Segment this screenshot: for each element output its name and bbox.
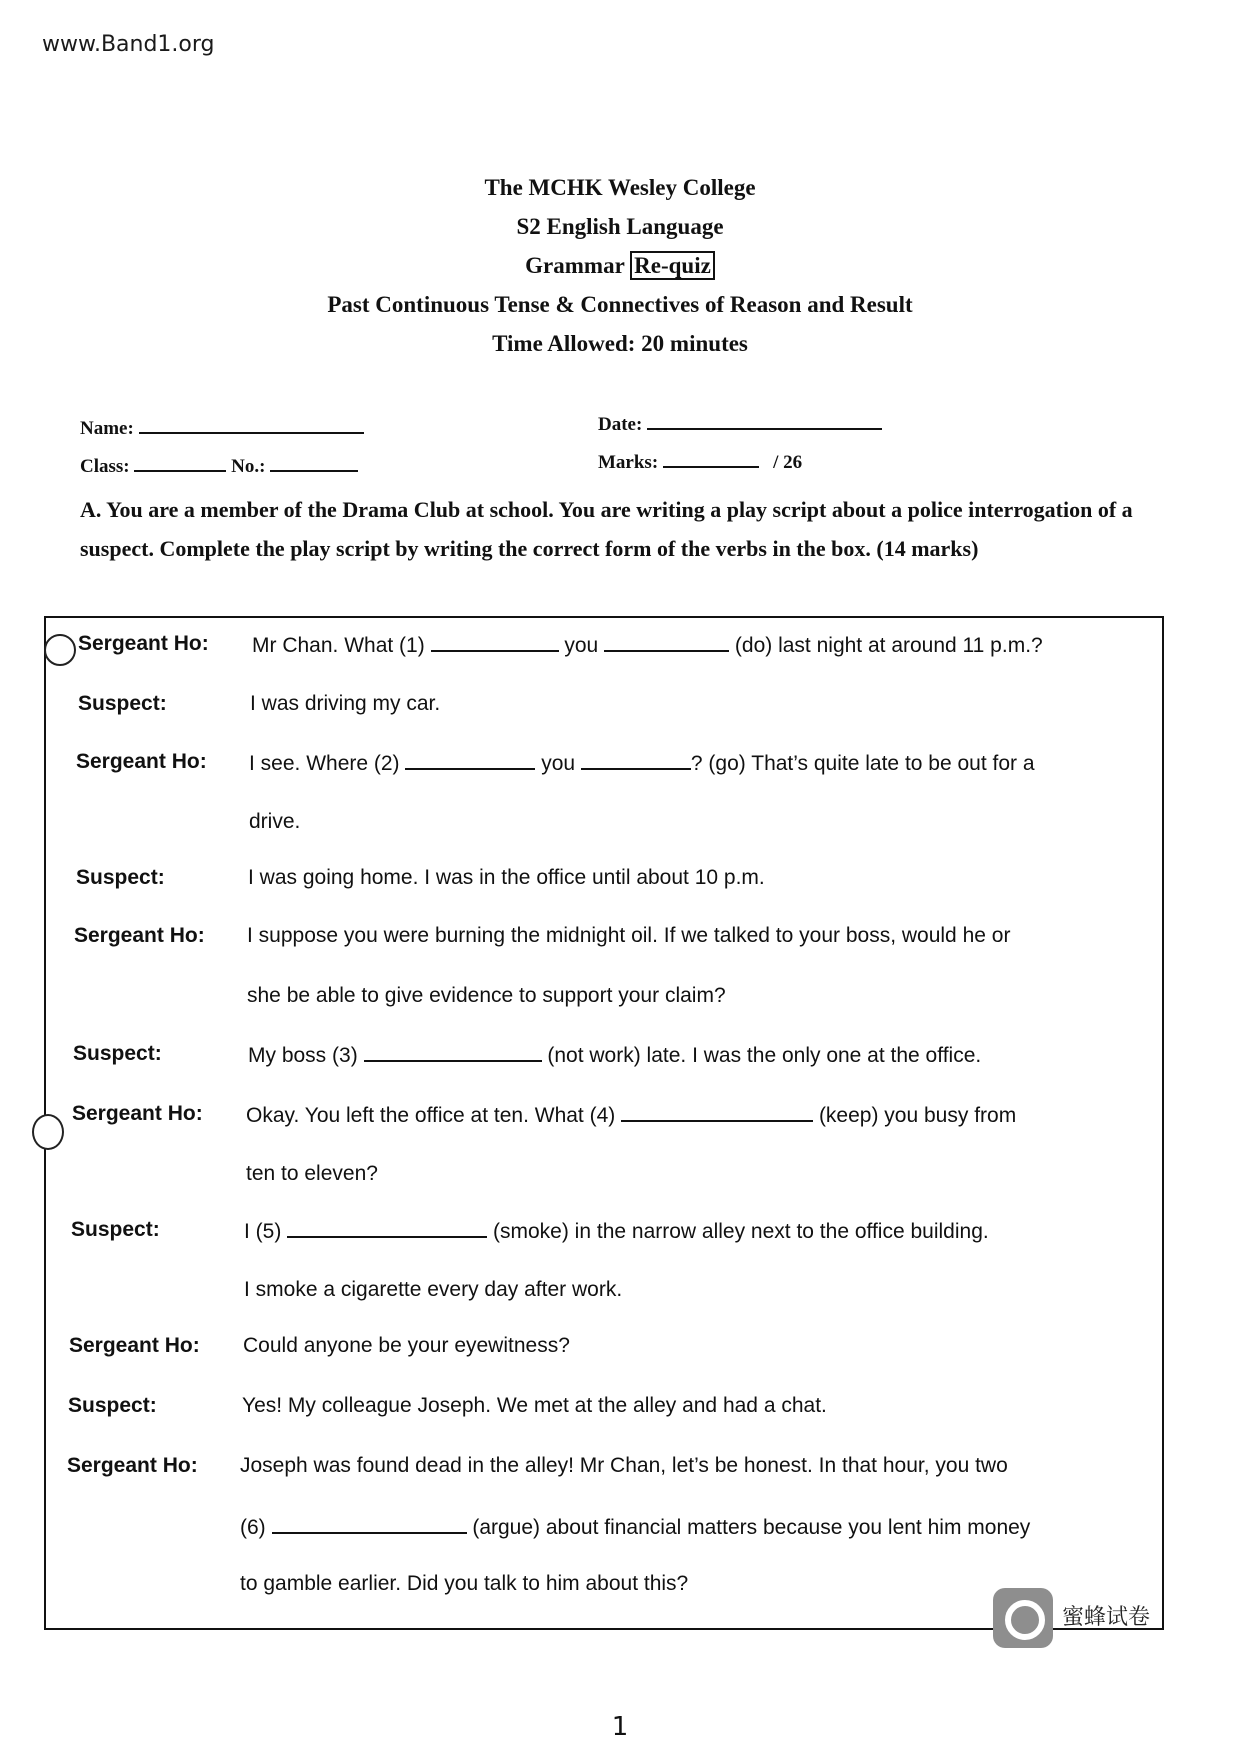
dialogue-line-continued (246, 1162, 378, 1186)
logo-icon (993, 1588, 1053, 1648)
answer-blank[interactable] (272, 1514, 467, 1534)
dialogue-text: I see. Where (2) (249, 752, 406, 775)
dialogue-text: I was going home. I was in the office until about 10 p.m. (248, 866, 765, 889)
dialogue-line (240, 1454, 1008, 1478)
date-label: Date: (598, 414, 643, 435)
dialogue-text: I (5) (244, 1220, 288, 1243)
dialogue-line (249, 750, 1035, 776)
dialogue-text: drive. (249, 810, 301, 833)
dialogue-text: I smoke a cigarette every day after work. (244, 1278, 623, 1301)
dialogue-text: Yes! My colleague Joseph. We met at the alley and had a chat. (242, 1394, 827, 1417)
topic: Past Continuous Tense & Connectives of Reason and Result (327, 292, 913, 317)
speaker-label: Sergeant Ho: (67, 1454, 198, 1477)
speaker-label: Sergeant Ho: (74, 924, 205, 947)
no-label: No.: (231, 456, 266, 477)
dialogue-text: (argue) about financial matters because you lent him money (466, 1516, 1031, 1539)
speaker-label: Sergeant Ho: (76, 750, 207, 773)
name-field[interactable] (80, 414, 364, 440)
dialogue-text: I suppose you were burning the midnight oil. If we talked to your boss, would he or (247, 924, 1011, 947)
answer-blank[interactable] (405, 750, 535, 770)
speaker-label: Sergeant Ho: (78, 632, 209, 655)
name-label: Name: (80, 418, 134, 439)
speaker-label: Suspect: (78, 692, 167, 715)
dialogue-text: she be able to give evidence to support your claim? (247, 984, 726, 1007)
watermark-url: www.Band1.org (42, 32, 215, 57)
dialogue-line (242, 1394, 827, 1418)
marker-circle-icon (44, 634, 76, 666)
marks-blank[interactable] (663, 448, 759, 468)
dialogue-text: you (558, 634, 605, 657)
dialogue-line (244, 1218, 989, 1244)
dialogue-text: you (535, 752, 581, 775)
dialogue-text: Joseph was found dead in the alley! Mr Chan, let’s be honest. In that hour, you two (240, 1454, 1008, 1477)
dialogue-text: Mr Chan. What (1) (252, 634, 431, 657)
dialogue-text: Okay. You left the office at ten. What (4) (246, 1104, 622, 1127)
answer-blank[interactable] (431, 632, 559, 652)
dialogue-text: (not work) late. I was the only one at the office. (541, 1044, 982, 1067)
speaker-label: Suspect: (76, 866, 165, 889)
dialogue-text: I was driving my car. (250, 692, 441, 715)
speaker-label: Suspect: (68, 1394, 157, 1417)
dialogue-line (250, 692, 440, 716)
class-blank[interactable] (134, 452, 226, 472)
dialogue-line (248, 1042, 981, 1068)
dialogue-text: ? (go) That’s quite late to be out for a (690, 752, 1035, 775)
marks-field[interactable] (598, 448, 802, 474)
section-a-instruction: A. You are a member of the Drama Club at school. You are writing a play script about a police interrogation of a suspect. Complete the play script by writing the correct form of the verbs in the box. (14 marks) (80, 497, 1133, 561)
title-prefix: Grammar (525, 253, 625, 278)
date-field[interactable] (598, 410, 882, 436)
dialogue-text: (do) last night at around 11 p.m.? (729, 634, 1043, 657)
dialogue-text: (6) (240, 1516, 272, 1539)
dialogue-line-continued (247, 984, 726, 1008)
dialogue-line (247, 924, 1010, 948)
speaker-label: Sergeant Ho: (72, 1102, 203, 1125)
dialogue-line (246, 1102, 1016, 1128)
speaker-label: Sergeant Ho: (69, 1334, 200, 1357)
dialogue-line-continued (244, 1278, 622, 1302)
subject: S2 English Language (516, 214, 724, 239)
speaker-label: Suspect: (73, 1042, 162, 1065)
marker-circle-icon (32, 1114, 64, 1150)
title-boxed: Re-quiz (630, 251, 715, 280)
answer-blank[interactable] (621, 1102, 813, 1122)
dialogue-text: (keep) you busy from (813, 1104, 1017, 1127)
dialogue-line (252, 632, 1043, 658)
dialogue-line (248, 866, 765, 890)
dialogue-text: ten to eleven? (246, 1162, 378, 1185)
dialogue-line-continued (249, 810, 300, 834)
name-blank[interactable] (139, 414, 364, 434)
date-blank[interactable] (647, 410, 882, 430)
answer-blank[interactable] (287, 1218, 487, 1238)
marks-total: / 26 (773, 452, 803, 473)
dialogue-line (243, 1334, 570, 1358)
time-allowed: Time Allowed: 20 minutes (492, 331, 748, 356)
dialogue-line-continued (240, 1514, 1030, 1540)
dialogue-text: My boss (3) (248, 1044, 364, 1067)
answer-blank[interactable] (581, 750, 691, 770)
speaker-label: Suspect: (71, 1218, 160, 1241)
page-number: 1 (611, 1712, 629, 1742)
class-label: Class: (80, 456, 130, 477)
school-name: The MCHK Wesley College (484, 175, 756, 200)
answer-blank[interactable] (364, 1042, 542, 1062)
class-field[interactable] (80, 452, 358, 478)
dialogue-text: (smoke) in the narrow alley next to the office building. (487, 1220, 989, 1243)
no-blank[interactable] (270, 452, 358, 472)
dialogue-text: Could anyone be your eyewitness? (243, 1334, 570, 1357)
logo-text: 蜜蜂试卷 (1062, 1605, 1151, 1630)
answer-blank[interactable] (604, 632, 729, 652)
quiz-title (0, 246, 1240, 285)
document-header (0, 168, 1240, 363)
marks-label: Marks: (598, 452, 659, 473)
dialogue-line-continued: to gamble earlier. Did you talk to him about this? (240, 1572, 689, 1595)
